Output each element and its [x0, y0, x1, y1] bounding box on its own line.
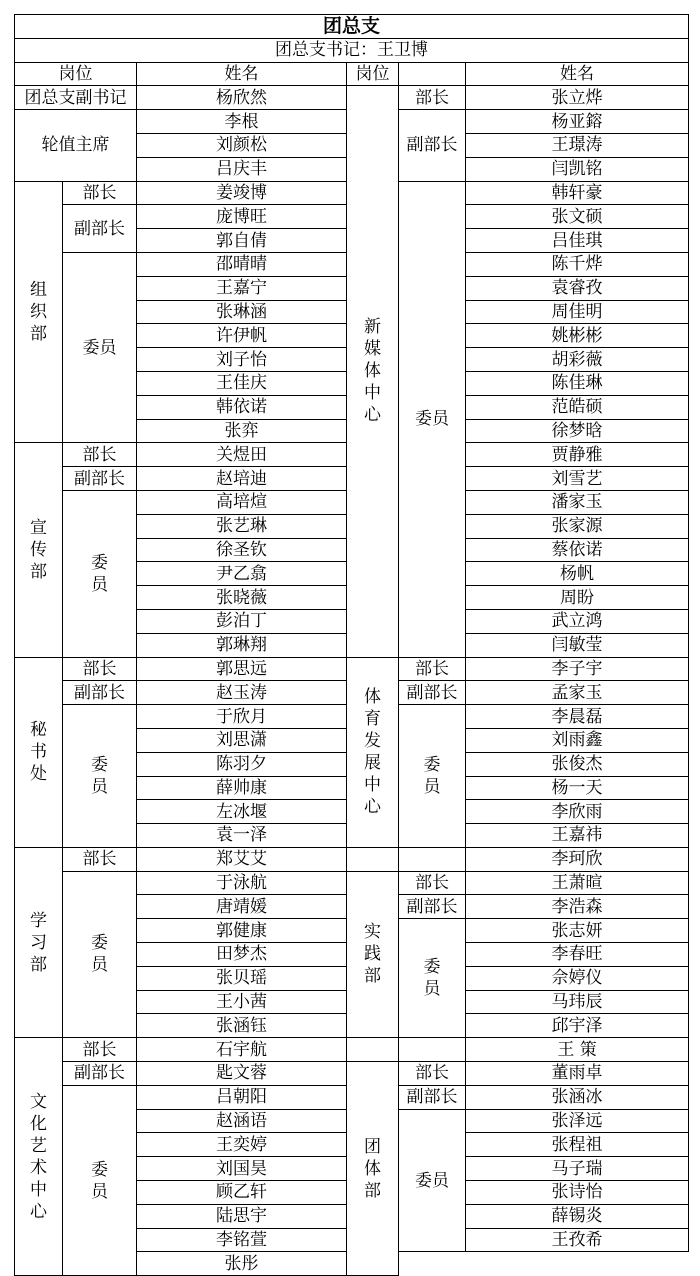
- role-member: 委员: [63, 490, 137, 657]
- name-cell: 张弈: [137, 419, 347, 443]
- name-cell: 匙文蓉: [137, 1062, 347, 1086]
- header-name-right: 姓名: [466, 62, 689, 86]
- secretary-line: 团总支书记：王卫博: [15, 38, 689, 62]
- name-cell: 张文硕: [466, 205, 689, 229]
- role-minister: 部长: [399, 86, 466, 110]
- name-cell: 杨帆: [466, 562, 689, 586]
- name-cell: 董雨卓: [466, 1062, 689, 1086]
- name-cell: 蔡依诺: [466, 538, 689, 562]
- name-cell: 张琳涵: [137, 300, 347, 324]
- name-cell: 王璟涛: [466, 133, 689, 157]
- role-minister: 部长: [63, 847, 137, 871]
- name-cell: 胡彩薇: [466, 348, 689, 372]
- name-cell: 王孜希: [466, 1228, 689, 1252]
- role-member: 委员: [399, 705, 466, 848]
- name-cell: 田梦杰: [137, 943, 347, 967]
- name-cell: 徐梦晗: [466, 419, 689, 443]
- name-cell: 刘颜松: [137, 133, 347, 157]
- name-cell: 范皓硕: [466, 395, 689, 419]
- role-minister: 部长: [399, 871, 466, 895]
- name-cell: 关煜田: [137, 443, 347, 467]
- name-cell: 彭泊丁: [137, 609, 347, 633]
- role-vice-minister: 副部长: [399, 681, 466, 705]
- name-cell: 郭思远: [137, 657, 347, 681]
- name-cell: 刘雨鑫: [466, 728, 689, 752]
- name-cell: 张彤: [137, 1252, 347, 1276]
- name-cell: 杨亚鎔: [466, 110, 689, 134]
- name-cell: 吕朝阳: [137, 1085, 347, 1109]
- name-cell: 李晨磊: [466, 705, 689, 729]
- name-cell: 周盼: [466, 586, 689, 610]
- name-cell: 高培煊: [137, 490, 347, 514]
- role-member: 委员: [399, 1109, 466, 1252]
- name-cell: 张泽远: [466, 1109, 689, 1133]
- name-cell: 佘婷仪: [466, 966, 689, 990]
- name-cell: 韩轩豪: [466, 181, 689, 205]
- name-cell: 李珂欣: [466, 847, 689, 871]
- name-cell: 许伊帆: [137, 324, 347, 348]
- role-member: 委员: [63, 252, 137, 442]
- empty-cell: [347, 847, 399, 871]
- role-minister: 部长: [399, 657, 466, 681]
- dept-new-media: 新媒体中心: [347, 86, 399, 657]
- name-cell: 王奕婷: [137, 1133, 347, 1157]
- name-cell: 马玮辰: [466, 990, 689, 1014]
- name-cell: 于欣月: [137, 705, 347, 729]
- name-cell: 韩依诺: [137, 395, 347, 419]
- role-vice-minister: 副部长: [399, 1085, 466, 1109]
- name-cell: 郭自倩: [137, 229, 347, 253]
- name-cell: 杨一天: [466, 776, 689, 800]
- table-title: 团总支: [15, 15, 689, 39]
- dept-league: 团体部: [347, 1062, 399, 1276]
- name-cell: 杨欣然: [137, 86, 347, 110]
- name-cell: 刘子怡: [137, 348, 347, 372]
- role-member: 委员: [399, 919, 466, 1038]
- name-cell: 张程祖: [466, 1133, 689, 1157]
- name-cell: 张贝瑶: [137, 966, 347, 990]
- name-cell: 张晓薇: [137, 586, 347, 610]
- role-minister: 部长: [63, 181, 137, 205]
- name-cell: 赵涵语: [137, 1109, 347, 1133]
- name-cell: 刘雪艺: [466, 467, 689, 491]
- name-cell: 石宇航: [137, 1038, 347, 1062]
- role-vice-minister: 副部长: [63, 205, 137, 253]
- dept-culture: 文化艺术中心: [15, 1038, 63, 1276]
- name-cell: 陈千烨: [466, 252, 689, 276]
- header-empty: [399, 62, 466, 86]
- name-cell: 郭健康: [137, 919, 347, 943]
- name-cell: 贾静雅: [466, 443, 689, 467]
- name-cell: 姜竣博: [137, 181, 347, 205]
- name-cell: 王嘉宁: [137, 276, 347, 300]
- name-cell: 张诗怡: [466, 1181, 689, 1205]
- empty-cell: [466, 1252, 689, 1276]
- role-vice-minister: 副部长: [399, 895, 466, 919]
- dept-secretariat: 秘书处: [15, 657, 63, 847]
- name-cell: 陆思宇: [137, 1204, 347, 1228]
- name-cell: 王萧暄: [466, 871, 689, 895]
- role-vice-minister: 副部长: [63, 467, 137, 491]
- name-cell: 李铭萱: [137, 1228, 347, 1252]
- name-cell: 邱宇泽: [466, 1014, 689, 1038]
- name-cell: 庞博旺: [137, 205, 347, 229]
- name-cell: 李浩森: [466, 895, 689, 919]
- dept-sports: 体育发展中心: [347, 657, 399, 847]
- dept-organization: 组织部: [15, 181, 63, 443]
- name-cell: 姚彬彬: [466, 324, 689, 348]
- name-cell: 潘家玉: [466, 490, 689, 514]
- empty-cell: [347, 1038, 399, 1062]
- name-cell: 张涵冰: [466, 1085, 689, 1109]
- name-cell: 于泳航: [137, 871, 347, 895]
- role-minister: 部长: [399, 1062, 466, 1086]
- empty-cell: [399, 1038, 466, 1062]
- role-minister: 部长: [63, 443, 137, 467]
- name-cell: 张艺琳: [137, 514, 347, 538]
- name-cell: 袁睿孜: [466, 276, 689, 300]
- vice-secretary-label: 团总支副书记: [15, 86, 137, 110]
- name-cell: 郭琳翔: [137, 633, 347, 657]
- role-member: 委员: [63, 705, 137, 848]
- role-member: 委员: [63, 1085, 137, 1275]
- role-member: 委员: [399, 181, 466, 657]
- name-cell: 刘思潇: [137, 728, 347, 752]
- name-cell: 张志妍: [466, 919, 689, 943]
- name-cell: 周佳明: [466, 300, 689, 324]
- role-member: 委员: [63, 871, 137, 1038]
- name-cell: 袁一泽: [137, 824, 347, 848]
- roster-table: [14, 14, 689, 1276]
- name-cell: 邵晴晴: [137, 252, 347, 276]
- dept-study: 学习部: [15, 847, 63, 1037]
- name-cell: 王 策: [466, 1038, 689, 1062]
- role-minister: 部长: [63, 1038, 137, 1062]
- name-cell: 陈羽夕: [137, 752, 347, 776]
- name-cell: 武立鸿: [466, 609, 689, 633]
- name-cell: 郑艾艾: [137, 847, 347, 871]
- name-cell: 薛帅康: [137, 776, 347, 800]
- name-cell: 闫凯铭: [466, 157, 689, 181]
- dept-practice: 实践部: [347, 871, 399, 1038]
- name-cell: 赵培迪: [137, 467, 347, 491]
- header-position: 岗位: [15, 62, 137, 86]
- name-cell: 王小茜: [137, 990, 347, 1014]
- role-vice-minister: 副部长: [399, 110, 466, 181]
- name-cell: 孟家玉: [466, 681, 689, 705]
- name-cell: 张俊杰: [466, 752, 689, 776]
- name-cell: 吕佳琪: [466, 229, 689, 253]
- name-cell: 左冰堰: [137, 800, 347, 824]
- name-cell: 徐圣钦: [137, 538, 347, 562]
- name-cell: 唐靖媛: [137, 895, 347, 919]
- name-cell: 李欣雨: [466, 800, 689, 824]
- name-cell: 李根: [137, 110, 347, 134]
- header-position-right: 岗位: [347, 62, 399, 86]
- header-name: 姓名: [137, 62, 347, 86]
- empty-cell: [399, 1252, 466, 1276]
- name-cell: 赵玉涛: [137, 681, 347, 705]
- name-cell: 王嘉祎: [466, 824, 689, 848]
- name-cell: 王佳庆: [137, 371, 347, 395]
- name-cell: 刘国昊: [137, 1157, 347, 1181]
- name-cell: 张家源: [466, 514, 689, 538]
- name-cell: 吕庆丰: [137, 157, 347, 181]
- name-cell: 闫敏莹: [466, 633, 689, 657]
- empty-cell: [399, 847, 466, 871]
- dept-publicity: 宣传部: [15, 443, 63, 657]
- role-vice-minister: 副部长: [63, 681, 137, 705]
- role-vice-minister: 副部长: [63, 1062, 137, 1086]
- name-cell: 李子宇: [466, 657, 689, 681]
- role-minister: 部长: [63, 657, 137, 681]
- name-cell: 张涵钰: [137, 1014, 347, 1038]
- name-cell: 马子瑞: [466, 1157, 689, 1181]
- name-cell: 张立烨: [466, 86, 689, 110]
- rotating-chair-label: 轮值主席: [15, 110, 137, 181]
- name-cell: 李春旺: [466, 943, 689, 967]
- name-cell: 尹乙翕: [137, 562, 347, 586]
- name-cell: 薛锡炎: [466, 1204, 689, 1228]
- name-cell: 陈佳琳: [466, 371, 689, 395]
- name-cell: 顾乙轩: [137, 1181, 347, 1205]
